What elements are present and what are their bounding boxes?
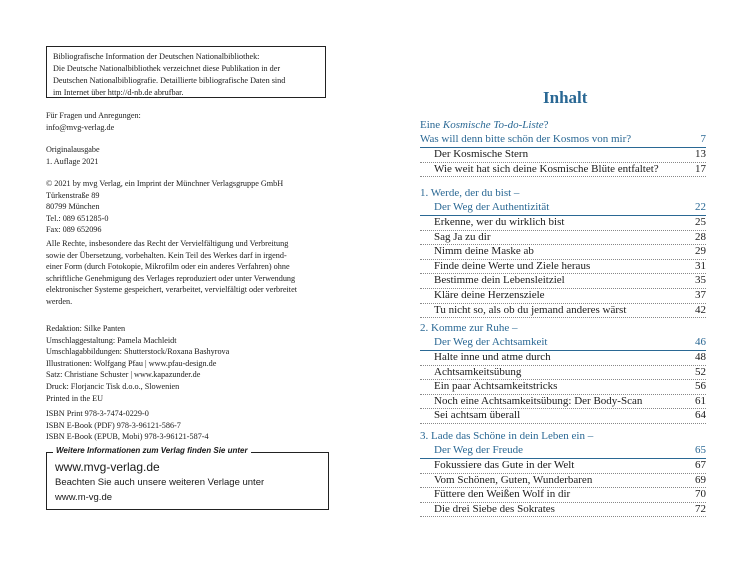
toc-page-number: 7 [700, 133, 706, 145]
credit-line: Illustrationen: Wolfgang Pfau | www.pfau-design.de [46, 358, 217, 368]
toc-entry[interactable] [420, 351, 706, 366]
toc-section [420, 429, 706, 517]
biblio-line: Die Deutsche Nationalbibliothek verzeichnet diese Publikation in der [53, 64, 281, 73]
toc-entry-label: Vom Schönen, Guten, Wunderbaren [434, 473, 593, 486]
rights-line: schriftliche Genehmigung des Verlages reproduziert oder unter Verwendung [46, 273, 296, 283]
toc-entry-page: 70 [695, 488, 706, 501]
rights-line: Alle Rechte, insbesondere das Recht der Vervielfältigung und Verbreitung [46, 239, 289, 248]
publisher-line: 80799 München [46, 202, 100, 212]
toc-entry[interactable] [420, 380, 706, 395]
toc-entry[interactable] [420, 289, 706, 304]
credits-block [46, 323, 229, 404]
toc-heading-text: 3. Lade das Schöne in dein Leben ein – [420, 430, 594, 442]
toc-entry-label: Füttere den Weißen Wolf in dir [434, 488, 571, 501]
contact-email: info@mvg-verlag.de [46, 122, 115, 132]
toc-entry-page: 64 [695, 409, 706, 422]
toc-entry-page: 37 [695, 288, 706, 301]
toc-entry-label: Halte inne und atme durch [434, 351, 551, 363]
publisher-line: Türkenstraße 89 [46, 190, 100, 200]
toc-entry[interactable] [420, 459, 706, 474]
toc-entry[interactable] [420, 231, 706, 246]
toc-entry-label: Noch eine Achtsamkeitsübung: Der Body-Scan [434, 394, 643, 407]
toc-entry-page: 72 [695, 502, 706, 515]
toc-entry-label: Finde deine Werte und Ziele heraus [434, 259, 591, 272]
toc-entry-label: Nimm deine Maske ab [434, 245, 534, 258]
toc-entry-label: Bestimme dein Lebensleitziel [434, 274, 565, 287]
toc-entry-page: 13 [695, 148, 706, 160]
toc-entry-label: Sei achtsam überall [434, 409, 521, 422]
toc-entry[interactable] [420, 366, 706, 381]
edition-block [46, 144, 100, 167]
toc-entry-label: Erkenne, wer du wirklich bist [434, 216, 565, 228]
isbn-line: ISBN E-Book (PDF) 978-3-96121-586-7 [46, 420, 181, 430]
contact-line: Für Fragen und Anregungen: [46, 111, 141, 120]
toc-entry-label: Ein paar Achtsamkeitstricks [434, 380, 558, 393]
toc-section [420, 321, 706, 424]
toc-entry-page: 25 [695, 216, 706, 228]
credit-line: Umschlagabbildungen: Shutterstock/Roxana Bashyrova [46, 347, 230, 357]
toc-entry[interactable] [420, 148, 706, 163]
toc-entry[interactable] [420, 503, 706, 518]
rights-line: sowie der Übersetzung, vorbehalten. Kein Teil des Werkes darf in irgend- [46, 250, 287, 260]
toc-heading-text: 2. Komme zur Ruhe – [420, 322, 518, 334]
credit-line: Printed in the EU [46, 393, 104, 403]
toc-entry-page: 52 [695, 365, 706, 378]
edition-line: 1. Auflage 2021 [46, 156, 99, 166]
biblio-line: Deutschen Nationalbibliografie. Detaillierte bibliografische Daten sind [53, 76, 286, 85]
isbn-block [46, 408, 209, 443]
toc-entry-page: 42 [695, 303, 706, 316]
promo-heading: Weitere Informationen zum Verlag finden Sie unter [53, 446, 251, 455]
toc-heading-subtitle: Was will denn bitte schön der Kosmos von mir? [420, 133, 632, 145]
toc-entry-page: 28 [695, 230, 706, 243]
bibliographic-info-box [46, 46, 326, 98]
toc-entry-page: 31 [695, 259, 706, 272]
toc-section-heading[interactable] [420, 429, 706, 457]
credit-line: Druck: Florjancic Tisk d.o.o., Slowenien [46, 381, 180, 391]
publisher-line: Tel.: 089 651285-0 [46, 213, 109, 223]
toc-entry[interactable] [420, 409, 706, 424]
toc-entry[interactable] [420, 163, 706, 178]
isbn-line: ISBN Print 978-3-7474-0229-0 [46, 409, 149, 418]
toc-entry[interactable] [420, 304, 706, 319]
toc-heading-text: 1. Werde, der du bist – [420, 187, 520, 199]
toc-entry-page: 56 [695, 380, 706, 393]
toc-entry[interactable] [420, 216, 706, 231]
credit-line: Umschlaggestaltung: Pamela Machleidt [46, 335, 177, 345]
toc-entry[interactable] [420, 395, 706, 410]
contact-block [46, 110, 141, 133]
publisher-block [46, 178, 283, 236]
toc-entry-label: Achtsamkeitsübung [434, 365, 522, 378]
toc-heading-subtitle: Der Weg der Authentizität [434, 201, 550, 213]
edition-line: Originalausgabe [46, 145, 100, 154]
toc-heading-subtitle: Der Weg der Freude [434, 444, 524, 456]
toc-page-number: 46 [695, 336, 706, 348]
publisher-promo-box [46, 446, 329, 510]
rights-paragraph [46, 238, 336, 308]
isbn-line: ISBN E-Book (EPUB, Mobi) 978-3-96121-587-4 [46, 432, 209, 442]
toc-entry-page: 67 [695, 459, 706, 471]
toc-entry-label: Der Kosmische Stern [434, 148, 529, 160]
rights-line: elektronischer Systeme gespeichert, verarbeitet, vervielfältigt oder verbreitet [46, 285, 297, 295]
toc-heading-subtitle: Der Weg der Achtsamkeit [434, 336, 548, 348]
toc-entry-page: 61 [695, 394, 706, 407]
toc-entry[interactable] [420, 245, 706, 260]
publisher-line: © 2021 by mvg Verlag, ein Imprint der Münchner Verlagsgruppe GmbH [46, 179, 284, 188]
toc-entry-label: Fokussiere das Gute in der Welt [434, 459, 575, 471]
rights-line: werden. [46, 296, 73, 306]
toc-entry-label: Die drei Siebe des Sokrates [434, 502, 555, 515]
toc-entry-page: 69 [695, 473, 706, 486]
credit-line: Redaktion: Silke Panten [46, 324, 126, 333]
toc-section [420, 118, 706, 177]
biblio-line: im Internet über http://d-nb.de abrufbar. [53, 88, 184, 97]
toc-entry-page: 29 [695, 245, 706, 258]
toc-heading-emphasis: Kosmische To-do-Liste [442, 119, 544, 131]
toc-entry-page: 48 [695, 351, 706, 363]
toc-title: Inhalt [543, 88, 588, 107]
publisher-line: Fax: 089 652096 [46, 225, 102, 235]
rights-line: einer Form (durch Fotokopie, Mikrofilm oder ein anderes Verfahren) ohne [46, 262, 290, 272]
promo-text: Beachten Sie auch unsere weiteren Verlage unter [55, 477, 265, 488]
credit-line: Satz: Christiane Schuster | www.kapazunder.de [46, 370, 201, 380]
biblio-line: Bibliografische Information der Deutschen Nationalbibliothek: [53, 52, 260, 61]
toc-entry-label: Kläre deine Herzensziele [434, 288, 545, 301]
promo-url-secondary[interactable]: www.m-vg.de [55, 492, 113, 503]
toc-section-heading[interactable] [420, 186, 706, 214]
toc-section-heading[interactable] [420, 321, 706, 349]
toc-page-number: 65 [695, 444, 706, 456]
toc-heading-text: Eine [420, 119, 443, 131]
toc-section [420, 186, 706, 318]
toc-section-heading[interactable] [420, 118, 706, 146]
toc-entry-page: 17 [695, 162, 706, 175]
toc-entry[interactable] [420, 474, 706, 489]
toc-entry[interactable] [420, 260, 706, 275]
toc-page-number: 22 [695, 201, 706, 213]
promo-url-main[interactable]: www.mvg-verlag.de [55, 460, 160, 474]
toc-entry[interactable] [420, 488, 706, 503]
toc-entry-label: Tu nicht so, als ob du jemand anderes wärst [434, 303, 627, 316]
toc-entry-page: 35 [695, 274, 706, 287]
toc-entry-label: Wie weit hat sich deine Kosmische Blüte entfaltet? [434, 162, 659, 175]
toc-entry-label: Sag Ja zu dir [434, 230, 491, 243]
toc-heading-text: ? [543, 119, 549, 131]
toc-entry[interactable] [420, 274, 706, 289]
